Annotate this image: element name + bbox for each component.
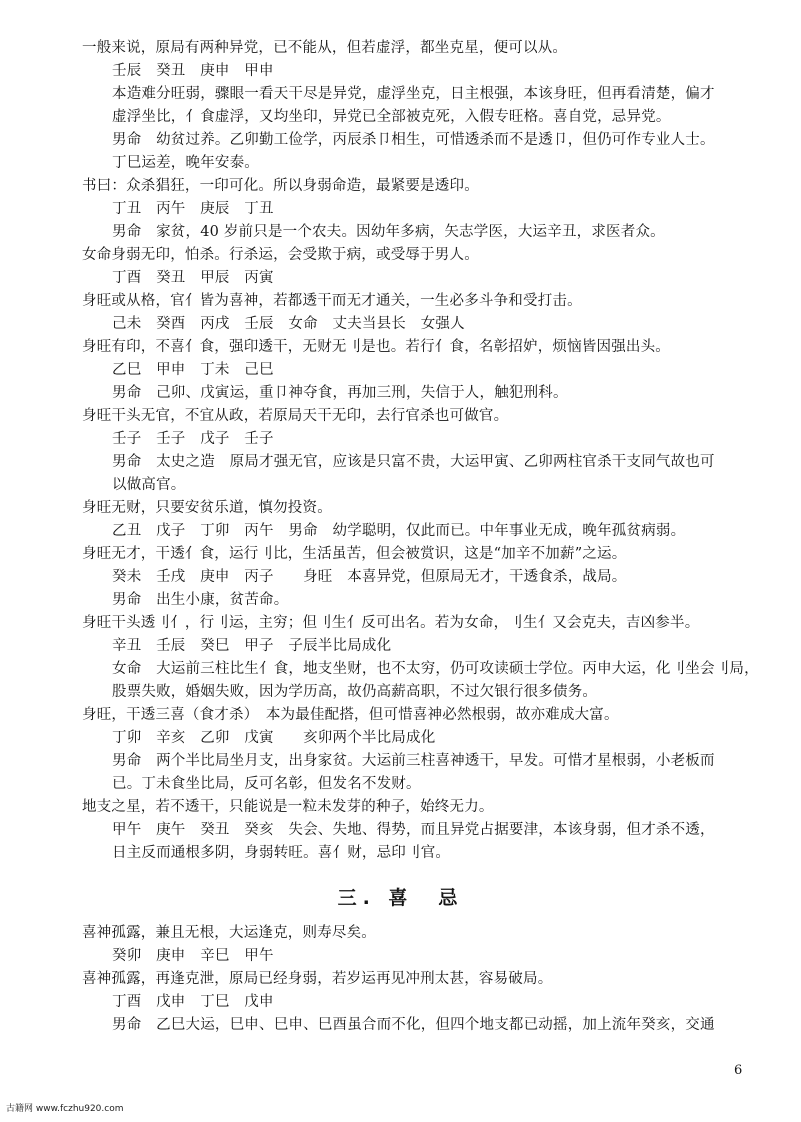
text-line: 身旺干头无官，不宜从政，若原局天干无印，去行官杀也可做官。 xyxy=(82,408,509,424)
text-line: 喜神孤露，兼且无根，大运逢克，则寿尽矣。 xyxy=(82,925,376,941)
text-line: 身旺，干透三喜（食才杀） 本为最佳配搭，但可惜喜神必然根弱，故亦难成大富。 xyxy=(82,707,619,723)
text-line: 丁酉 戊申 丁巳 戊申 xyxy=(112,994,274,1010)
text-line: 男命 出生小康，贫苦命。 xyxy=(112,592,289,608)
text-line: 日主反而通根多阴，身弱转旺。喜亻财，忌印刂官。 xyxy=(112,845,451,861)
text-line: 虚浮坐比，亻食虚浮，又均坐印，异党已全部被克死，入假专旺格。喜自党，忌异党。 xyxy=(112,109,671,125)
page-number: 6 xyxy=(734,1063,743,1078)
watermark-text: 古籍网 www.fczhu920.com xyxy=(6,1104,124,1114)
text-line: 女命 大运前三柱比生亻食，地支坐财，也不太穷，仍可攻读硕士学位。丙申大运，化刂坐会刂局， xyxy=(112,661,759,677)
text-line: 癸卯 庚申 辛巳 甲午 xyxy=(112,948,274,964)
text-line: 乙巳 甲申 丁未 己巳 xyxy=(112,362,274,378)
text-line: 女命身弱无印，怕杀。行杀运，会受欺于病，或受辱于男人。 xyxy=(82,247,479,263)
text-line: 男命 乙巳大运，巳申、巳申、巳酉虽合而不化，但四个地支都已动摇，加上流年癸亥，交通 xyxy=(112,1017,715,1033)
text-line: 男命 太史之造 原局才强无官，应该是只富不贵，大运甲寅、乙卯两柱官杀干支同气故也可 xyxy=(112,454,715,470)
text-line: 男命 幼贫过养。乙卯勤工俭学，丙辰杀卩相生，可惜透杀而不是透卩，但仍可作专业人士。 xyxy=(112,132,715,148)
text-line: 男命 己卯、戊寅运，重卩神夺食，再加三刑，失信于人，触犯刑科。 xyxy=(112,385,568,401)
text-line: 身旺无财，只要安贫乐道，慎勿投资。 xyxy=(82,500,332,516)
text-line: 身旺有印，不喜亻食，强印透干，无财无刂是也。若行亻食，名彰招妒，烦恼皆因强出头。 xyxy=(82,339,670,355)
text-line: 男命 家贫，40 岁前只是一个农夫。因幼年多病，矢志学医，大运辛丑，求医者众。 xyxy=(112,224,665,240)
text-line: 男命 两个半比局坐月支，出身家贫。大运前三柱喜神透干，早发。可惜才星根弱，小老板而 xyxy=(112,753,715,769)
text-line: 身旺或从格，官亻皆为喜神，若都透干而无才通关，一生必多斗争和受打击。 xyxy=(82,293,582,309)
section-heading: 三. 喜 忌 xyxy=(337,887,464,909)
text-line: 身旺干头透刂亻，行刂运，主穷；但刂生亻反可出名。若为女命，刂生亻又会克夫，吉凶参半。 xyxy=(82,615,700,631)
text-line: 癸未 壬戌 庚申 丙子 身旺 本喜异党，但原局无才，干透食杀，战局。 xyxy=(112,569,627,585)
text-line: 喜神孤露，再逢克泄，原局已经身弱，若岁运再见冲刑太甚，容易破局。 xyxy=(82,971,553,987)
text-line: 丁巳运差，晚年安泰。 xyxy=(112,155,259,171)
text-line: 股票失败，婚姻失败，因为学历高，故仍高薪高职，不过欠银行很多债务。 xyxy=(112,684,598,700)
text-line: 一般来说，原局有两种异党，已不能从，但若虚浮，都坐克星，便可以从。 xyxy=(82,40,568,56)
text-line: 甲午 庚午 癸丑 癸亥 失会、失地、得势，而且异党占据要津，本该身弱，但才杀不透， xyxy=(112,822,715,838)
text-line: 丁丑 丙午 庚辰 丁丑 xyxy=(112,201,274,217)
text-line: 地支之星，若不透干，只能说是一粒未发芽的种子，始终无力。 xyxy=(82,799,494,815)
text-line: 乙丑 戊子 丁卯 丙午 男命 幼学聪明，仅此而已。中年事业无成，晚年孤贫病弱。 xyxy=(112,523,686,539)
text-line: 辛丑 壬辰 癸巳 甲子 子辰半比局成化 xyxy=(112,638,392,654)
text-line: 以做高官。 xyxy=(112,477,186,493)
text-line: 壬辰 癸丑 庚申 甲申 xyxy=(112,63,274,79)
text-line: 壬子 壬子 戊子 壬子 xyxy=(112,431,274,447)
text-line: 丁酉 癸丑 甲辰 丙寅 xyxy=(112,270,274,286)
text-line: 丁卯 辛亥 乙卯 戊寅 亥卯两个半比局成化 xyxy=(112,730,436,746)
text-line: 本造难分旺弱，骤眼一看天干尽是异党，虚浮坐克，日主根强，本该身旺，但再看清楚，偏才 xyxy=(112,86,715,102)
text-line: 已。丁未食坐比局，反可名彰，但发名不发财。 xyxy=(112,776,421,792)
text-line: 身旺无才，干透亻食，运行刂比，生活虽苦，但会被赏识，这是“加辛不加薪”之运。 xyxy=(82,546,627,562)
text-line: 书曰：众杀猖狂，一印可化。所以身弱命造，最紧要是透印。 xyxy=(82,178,479,194)
text-line: 己未 癸酉 丙戌 壬辰 女命 丈夫当县长 女强人 xyxy=(112,316,465,332)
